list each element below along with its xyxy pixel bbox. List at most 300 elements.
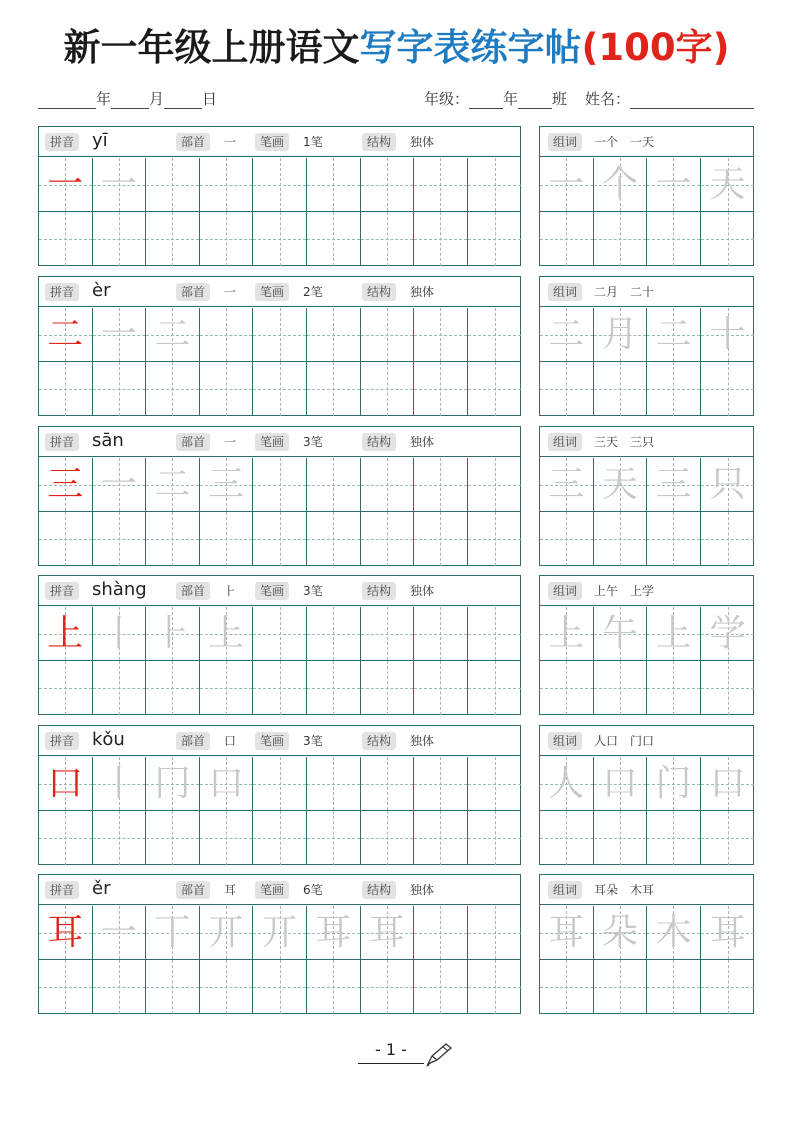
grid-cell[interactable] xyxy=(253,458,307,512)
model-character: 耳 xyxy=(47,912,84,953)
structure-value: 独体 xyxy=(410,135,435,149)
grid-cell[interactable] xyxy=(414,661,468,715)
date-fields xyxy=(38,88,217,109)
grid-cell[interactable] xyxy=(414,607,468,661)
pen-icon xyxy=(424,1042,454,1068)
model-character: 三 xyxy=(47,464,84,505)
pinyin-tag: 拼音 xyxy=(45,582,79,600)
pinyin-tag: 拼音 xyxy=(45,283,79,301)
words-tag: 组词 xyxy=(548,881,582,899)
grid-cell[interactable] xyxy=(701,458,755,512)
pinyin-value: yī xyxy=(92,130,108,151)
grid-cell[interactable] xyxy=(468,512,522,566)
writing-panel xyxy=(38,126,521,266)
grid-cell[interactable] xyxy=(93,960,147,1014)
grid-cell[interactable] xyxy=(468,458,522,512)
grid-cell[interactable] xyxy=(307,906,361,960)
grid-cell[interactable] xyxy=(701,158,755,212)
grid-cell[interactable] xyxy=(146,906,200,960)
grid-cell[interactable] xyxy=(540,607,594,661)
grid-cell[interactable] xyxy=(200,362,254,416)
strokes-value: 3笔 xyxy=(303,734,323,748)
grid-cell[interactable] xyxy=(93,512,147,566)
stroke-trace: 三 xyxy=(208,464,245,505)
stroke-trace: 冂 xyxy=(154,763,191,804)
stroke-trace: 二 xyxy=(154,464,191,505)
grid-cell[interactable] xyxy=(39,960,93,1014)
grid-cell[interactable] xyxy=(594,661,648,715)
radical-value: 口 xyxy=(224,734,237,748)
words-tag: 组词 xyxy=(548,582,582,600)
pinyin-tag: 拼音 xyxy=(45,732,79,750)
grid-cell[interactable] xyxy=(146,362,200,416)
words-panel xyxy=(539,725,754,865)
grid-cell[interactable] xyxy=(307,607,361,661)
word-character: 十 xyxy=(709,314,746,355)
word-character: 一 xyxy=(655,164,692,205)
radical-tag: 部首 xyxy=(176,881,210,899)
radical-value: 一 xyxy=(224,135,237,149)
grid-cell[interactable] xyxy=(200,308,254,362)
grid-cell[interactable] xyxy=(414,811,468,865)
stroke-trace: ⺊ xyxy=(154,613,191,654)
practice-row xyxy=(38,126,754,266)
words-header xyxy=(540,576,753,606)
grid-cell[interactable] xyxy=(594,607,648,661)
grid-cell[interactable] xyxy=(594,362,648,416)
practice-row xyxy=(38,575,754,715)
grid-cell[interactable] xyxy=(253,960,307,1014)
grid-cell[interactable] xyxy=(253,906,307,960)
grid-cell[interactable] xyxy=(39,308,93,362)
grid-cell[interactable] xyxy=(540,757,594,811)
grid-cell[interactable] xyxy=(468,906,522,960)
grid-cell[interactable] xyxy=(93,212,147,266)
grid-cell[interactable] xyxy=(647,906,701,960)
radical-tag: 部首 xyxy=(176,283,210,301)
grid-cell[interactable] xyxy=(540,811,594,865)
grade-blank[interactable] xyxy=(469,93,503,109)
grid-cell[interactable] xyxy=(414,512,468,566)
grid-cell[interactable] xyxy=(39,757,93,811)
grid-cell[interactable] xyxy=(200,661,254,715)
stroke-trace: 丨 xyxy=(100,613,137,654)
grid-cell[interactable] xyxy=(414,158,468,212)
char-info-header xyxy=(39,576,520,606)
practice-row xyxy=(38,276,754,416)
grid-cell[interactable] xyxy=(200,906,254,960)
grid-cell[interactable] xyxy=(146,811,200,865)
grid-cell[interactable] xyxy=(146,458,200,512)
words-panel xyxy=(539,426,754,566)
words-header xyxy=(540,127,753,157)
grid-cell[interactable] xyxy=(647,458,701,512)
pinyin-value: shàng xyxy=(92,579,147,600)
stroke-trace: 丨 xyxy=(100,763,137,804)
grid-cell[interactable] xyxy=(39,906,93,960)
structure-tag: 结构 xyxy=(362,283,396,301)
day-blank[interactable] xyxy=(164,93,202,109)
grid-cell[interactable] xyxy=(200,960,254,1014)
strokes-tag: 笔画 xyxy=(255,133,289,151)
word-character: 天 xyxy=(601,464,638,505)
radical-value: 耳 xyxy=(224,883,237,897)
grid-cell[interactable] xyxy=(414,212,468,266)
words-header xyxy=(540,277,753,307)
class-blank[interactable] xyxy=(518,93,552,109)
grid-cell[interactable] xyxy=(307,757,361,811)
strokes-tag: 笔画 xyxy=(255,582,289,600)
grid-cell[interactable] xyxy=(307,158,361,212)
grid-cell[interactable] xyxy=(361,158,415,212)
grid-cell[interactable] xyxy=(647,308,701,362)
grid-cell[interactable] xyxy=(361,212,415,266)
stroke-trace: 上 xyxy=(208,613,245,654)
strokes-value: 6笔 xyxy=(303,883,323,897)
grid-cell[interactable] xyxy=(594,906,648,960)
grid-cell[interactable] xyxy=(540,512,594,566)
word-character: 三 xyxy=(548,464,585,505)
grid-cell[interactable] xyxy=(414,960,468,1014)
radical-tag: 部首 xyxy=(176,433,210,451)
model-character: 口 xyxy=(47,763,84,804)
grid-cell[interactable] xyxy=(540,661,594,715)
stroke-trace: 一 xyxy=(100,464,137,505)
word-character: 木 xyxy=(655,912,692,953)
grade-year-label: 年 xyxy=(502,90,518,108)
grid-cell[interactable] xyxy=(701,960,755,1014)
grid-cell[interactable] xyxy=(253,212,307,266)
pinyin-value: ěr xyxy=(92,878,111,899)
words-value: 一个 一天 xyxy=(594,135,655,149)
grid-cell[interactable] xyxy=(200,757,254,811)
grid-cell[interactable] xyxy=(200,458,254,512)
strokes-tag: 笔画 xyxy=(255,433,289,451)
page-number: - 1 - xyxy=(358,1040,424,1064)
grid-cell[interactable] xyxy=(540,458,594,512)
structure-tag: 结构 xyxy=(362,881,396,899)
grid-cell[interactable] xyxy=(39,811,93,865)
grid-cell[interactable] xyxy=(594,308,648,362)
grid-cell[interactable] xyxy=(414,458,468,512)
stroke-trace: 一 xyxy=(100,912,137,953)
grid-cell[interactable] xyxy=(93,661,147,715)
structure-value: 独体 xyxy=(410,584,435,598)
words-tag: 组词 xyxy=(548,283,582,301)
grid-cell[interactable] xyxy=(647,362,701,416)
grid-cell[interactable] xyxy=(93,458,147,512)
grid-cell[interactable] xyxy=(468,607,522,661)
name-label: 姓名： xyxy=(584,90,630,108)
grid-cell[interactable] xyxy=(414,362,468,416)
strokes-tag: 笔画 xyxy=(255,732,289,750)
grid-cell[interactable] xyxy=(647,607,701,661)
word-character: 口 xyxy=(709,763,746,804)
grid-cell[interactable] xyxy=(361,811,415,865)
char-info-header xyxy=(39,726,520,756)
grid-cell[interactable] xyxy=(307,362,361,416)
writing-panel xyxy=(38,874,521,1014)
grid-cell[interactable] xyxy=(647,158,701,212)
grid-cell[interactable] xyxy=(468,212,522,266)
grid-cell[interactable] xyxy=(540,906,594,960)
grid-cell[interactable] xyxy=(361,308,415,362)
grid-cell[interactable] xyxy=(701,308,755,362)
grid-cell[interactable] xyxy=(540,212,594,266)
grid-cell[interactable] xyxy=(701,757,755,811)
words-tag: 组词 xyxy=(548,433,582,451)
grid-cell[interactable] xyxy=(468,362,522,416)
word-character: 人 xyxy=(548,763,585,804)
grid-cell[interactable] xyxy=(93,757,147,811)
grid-cell[interactable] xyxy=(39,458,93,512)
grid-cell[interactable] xyxy=(540,960,594,1014)
grid-cell[interactable] xyxy=(647,757,701,811)
grid-cell[interactable] xyxy=(307,661,361,715)
words-panel xyxy=(539,874,754,1014)
words-header xyxy=(540,427,753,457)
structure-value: 独体 xyxy=(410,734,435,748)
radical-tag: 部首 xyxy=(176,133,210,151)
structure-value: 独体 xyxy=(410,883,435,897)
grid-cell[interactable] xyxy=(253,661,307,715)
grid-cell[interactable] xyxy=(414,308,468,362)
words-value: 二月 二十 xyxy=(594,285,655,299)
practice-row xyxy=(38,426,754,566)
title-part-1: 新一年级上册语文 xyxy=(63,26,360,69)
grid-cell[interactable] xyxy=(540,158,594,212)
month-blank[interactable] xyxy=(111,93,149,109)
model-character: 一 xyxy=(47,164,84,205)
grid-cell[interactable] xyxy=(307,458,361,512)
grid-cell[interactable] xyxy=(468,960,522,1014)
grid-cell[interactable] xyxy=(594,960,648,1014)
grid-cell[interactable] xyxy=(200,158,254,212)
words-header xyxy=(540,726,753,756)
word-character: 耳 xyxy=(548,912,585,953)
words-value: 人口 门口 xyxy=(594,734,655,748)
grid-cell[interactable] xyxy=(361,661,415,715)
radical-value: ⺊ xyxy=(224,584,237,598)
word-character: 朵 xyxy=(601,912,638,953)
structure-tag: 结构 xyxy=(362,133,396,151)
grid-cell[interactable] xyxy=(701,906,755,960)
writing-panel xyxy=(38,575,521,715)
date-year-label: 年 xyxy=(96,90,112,108)
pinyin-tag: 拼音 xyxy=(45,881,79,899)
model-character: 上 xyxy=(47,613,84,654)
title-part-2: 写字表练字帖 xyxy=(359,26,582,69)
grid-cell[interactable] xyxy=(200,212,254,266)
grid-cell[interactable] xyxy=(647,960,701,1014)
writing-panel xyxy=(38,725,521,865)
grid-cell[interactable] xyxy=(594,757,648,811)
grid-cell[interactable] xyxy=(93,308,147,362)
words-tag: 组词 xyxy=(548,133,582,151)
grid-cell[interactable] xyxy=(253,158,307,212)
grid-cell[interactable] xyxy=(146,512,200,566)
grid-cell[interactable] xyxy=(253,362,307,416)
grid-cell[interactable] xyxy=(701,512,755,566)
radical-tag: 部首 xyxy=(176,732,210,750)
grid-cell[interactable] xyxy=(647,512,701,566)
grid-cell[interactable] xyxy=(39,607,93,661)
date-month-label: 月 xyxy=(149,90,165,108)
grid-cell[interactable] xyxy=(647,661,701,715)
structure-tag: 结构 xyxy=(362,433,396,451)
grid-cell[interactable] xyxy=(468,811,522,865)
stroke-trace: 一 xyxy=(100,314,137,355)
grid-cell[interactable] xyxy=(594,158,648,212)
words-panel xyxy=(539,126,754,266)
grid-cell[interactable] xyxy=(146,960,200,1014)
grid-cell[interactable] xyxy=(468,661,522,715)
strokes-value: 1笔 xyxy=(303,135,323,149)
grid-cell[interactable] xyxy=(307,811,361,865)
grid-cell[interactable] xyxy=(701,811,755,865)
grid-cell[interactable] xyxy=(468,308,522,362)
grid-cell[interactable] xyxy=(93,362,147,416)
student-fields xyxy=(424,88,754,109)
word-character: 午 xyxy=(601,613,638,654)
grid-cell[interactable] xyxy=(414,906,468,960)
grid-cell[interactable] xyxy=(701,362,755,416)
radical-value: 一 xyxy=(224,435,237,449)
grid-cell[interactable] xyxy=(414,757,468,811)
title-part-3: (100字) xyxy=(581,26,730,69)
word-character: 天 xyxy=(709,164,746,205)
page-footer xyxy=(358,1040,458,1072)
stroke-trace: 耳 xyxy=(315,912,352,953)
grid-cell[interactable] xyxy=(253,308,307,362)
grid-cell[interactable] xyxy=(253,811,307,865)
pinyin-tag: 拼音 xyxy=(45,433,79,451)
date-day-label: 日 xyxy=(202,90,218,108)
radical-value: 一 xyxy=(224,285,237,299)
grid-cell[interactable] xyxy=(307,960,361,1014)
name-blank[interactable] xyxy=(630,93,754,109)
grid-cell[interactable] xyxy=(200,811,254,865)
grid-cell[interactable] xyxy=(39,661,93,715)
structure-tag: 结构 xyxy=(362,732,396,750)
structure-value: 独体 xyxy=(410,435,435,449)
grid-cell[interactable] xyxy=(594,512,648,566)
grid-cell[interactable] xyxy=(39,158,93,212)
words-tag: 组词 xyxy=(548,732,582,750)
grid-cell[interactable] xyxy=(594,458,648,512)
practice-row xyxy=(38,874,754,1014)
words-header xyxy=(540,875,753,905)
word-character: 耳 xyxy=(709,912,746,953)
grid-cell[interactable] xyxy=(39,362,93,416)
grid-cell[interactable] xyxy=(647,212,701,266)
grid-cell[interactable] xyxy=(361,607,415,661)
grid-cell[interactable] xyxy=(146,158,200,212)
strokes-value: 3笔 xyxy=(303,435,323,449)
page-title xyxy=(0,24,793,72)
grid-cell[interactable] xyxy=(146,757,200,811)
grid-cell[interactable] xyxy=(93,811,147,865)
char-info-header xyxy=(39,427,520,457)
grid-cell[interactable] xyxy=(594,212,648,266)
grid-cell[interactable] xyxy=(39,512,93,566)
grid-cell[interactable] xyxy=(701,661,755,715)
grid-cell[interactable] xyxy=(39,212,93,266)
words-panel xyxy=(539,276,754,416)
grid-cell[interactable] xyxy=(594,811,648,865)
word-character: 一 xyxy=(548,164,585,205)
grid-cell[interactable] xyxy=(200,607,254,661)
grid-cell[interactable] xyxy=(701,607,755,661)
grid-cell[interactable] xyxy=(361,512,415,566)
strokes-value: 2笔 xyxy=(303,285,323,299)
grid-cell[interactable] xyxy=(468,757,522,811)
strokes-value: 3笔 xyxy=(303,584,323,598)
grid-cell[interactable] xyxy=(253,607,307,661)
stroke-trace: 口 xyxy=(208,763,245,804)
year-blank[interactable] xyxy=(38,93,96,109)
word-character: 学 xyxy=(709,613,746,654)
word-character: 上 xyxy=(655,613,692,654)
grid-cell[interactable] xyxy=(361,458,415,512)
grid-cell[interactable] xyxy=(146,308,200,362)
grid-cell[interactable] xyxy=(361,960,415,1014)
grid-cell[interactable] xyxy=(146,212,200,266)
grid-cell[interactable] xyxy=(146,607,200,661)
word-character: 二 xyxy=(548,314,585,355)
grid-cell[interactable] xyxy=(146,661,200,715)
grid-cell[interactable] xyxy=(307,212,361,266)
stroke-trace: 耳 xyxy=(368,912,405,953)
word-character: 只 xyxy=(709,464,746,505)
grid-cell[interactable] xyxy=(93,906,147,960)
grid-cell[interactable] xyxy=(361,362,415,416)
grid-cell[interactable] xyxy=(361,757,415,811)
grid-cell[interactable] xyxy=(93,607,147,661)
writing-panel xyxy=(38,426,521,566)
grid-cell[interactable] xyxy=(93,158,147,212)
grid-cell[interactable] xyxy=(540,362,594,416)
grid-cell[interactable] xyxy=(540,308,594,362)
grid-cell[interactable] xyxy=(253,757,307,811)
grid-cell[interactable] xyxy=(307,512,361,566)
stroke-trace: 二 xyxy=(154,314,191,355)
word-character: 上 xyxy=(548,613,585,654)
char-info-header xyxy=(39,127,520,157)
word-character: 月 xyxy=(601,314,638,355)
structure-tag: 结构 xyxy=(362,582,396,600)
word-character: 三 xyxy=(655,464,692,505)
pinyin-value: èr xyxy=(92,280,111,301)
grid-cell[interactable] xyxy=(307,308,361,362)
grid-cell[interactable] xyxy=(701,212,755,266)
pinyin-value: kǒu xyxy=(92,729,125,750)
stroke-trace: 丌 xyxy=(261,912,298,953)
pinyin-tag: 拼音 xyxy=(45,133,79,151)
grid-cell[interactable] xyxy=(468,158,522,212)
stroke-trace: 丌 xyxy=(208,912,245,953)
grid-cell[interactable] xyxy=(361,906,415,960)
grid-cell[interactable] xyxy=(647,811,701,865)
char-info-header xyxy=(39,277,520,307)
grid-cell[interactable] xyxy=(253,512,307,566)
word-character: 口 xyxy=(601,763,638,804)
grade-label: 年级： xyxy=(423,90,469,108)
word-character: 二 xyxy=(655,314,692,355)
pinyin-value: sān xyxy=(92,430,124,451)
info-line xyxy=(38,88,754,114)
grid-cell[interactable] xyxy=(200,512,254,566)
